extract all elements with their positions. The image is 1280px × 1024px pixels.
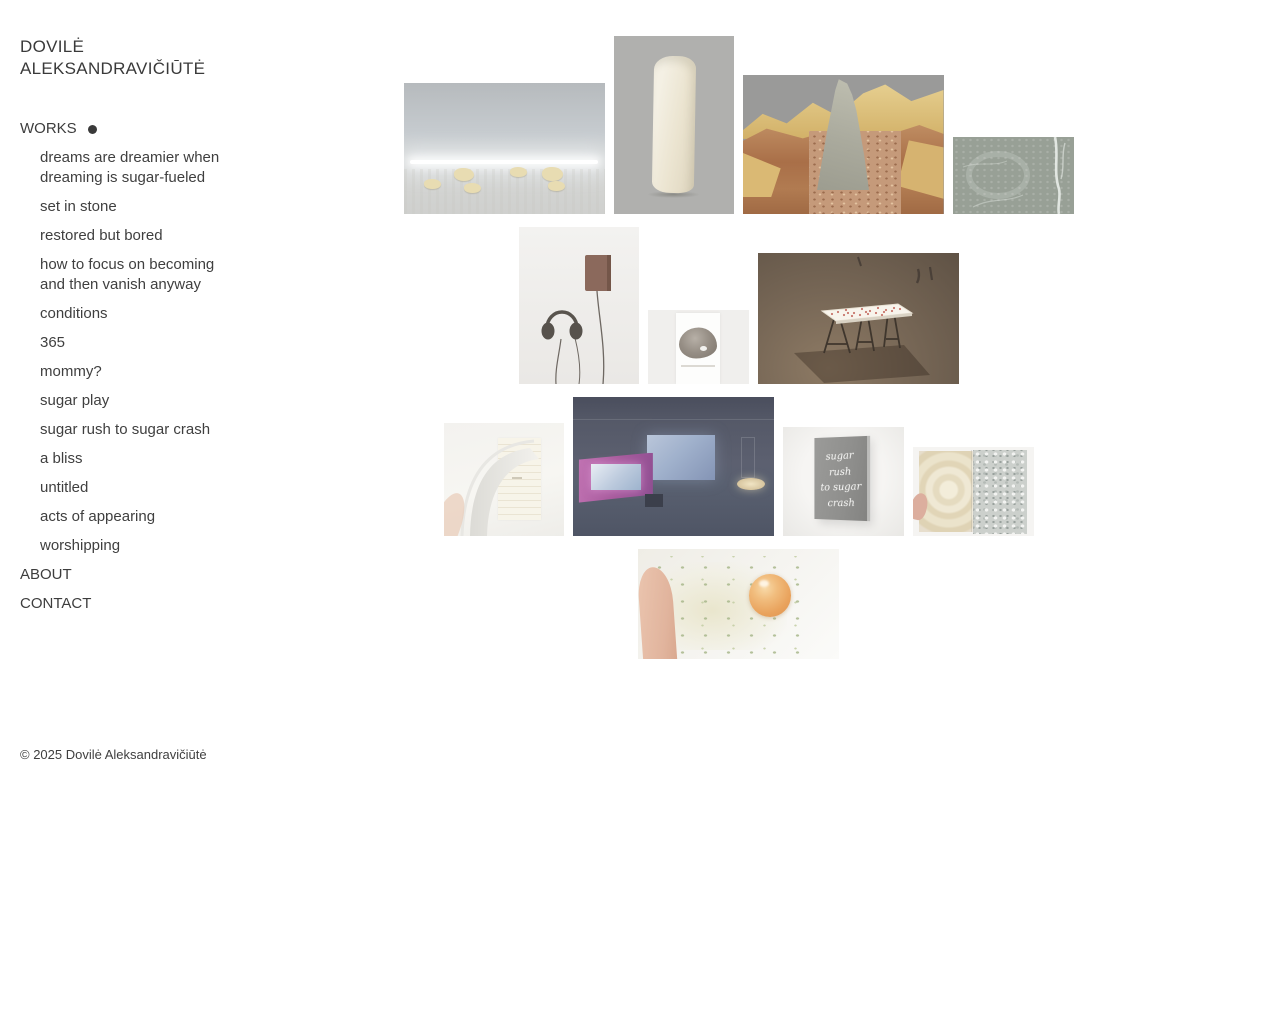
works-gallery bbox=[240, 0, 1237, 672]
caption-line bbox=[681, 365, 715, 367]
book-left-page-cream-swirl bbox=[919, 451, 973, 532]
artwork-thumbnail-sugar-rush-panel[interactable] bbox=[783, 427, 904, 536]
handwritten-panel-text: sugar rush to sugar crash bbox=[820, 449, 862, 508]
works-active-dot-icon bbox=[88, 125, 97, 134]
copyright-text: © 2025 Dovilė Aleksandravičiūtė bbox=[20, 747, 207, 762]
artwork-thumbnail-neon-light-installation[interactable] bbox=[404, 83, 605, 214]
nav-work-item-conditions[interactable]: conditions bbox=[40, 305, 108, 322]
nav-work-item-sugar-play[interactable]: sugar play bbox=[40, 392, 110, 409]
crumpled-object bbox=[510, 167, 527, 177]
projection-screen bbox=[647, 435, 715, 481]
nav-work-item-restored-but-bored[interactable]: restored but bored bbox=[40, 227, 163, 244]
glowing-floor-object bbox=[737, 478, 765, 491]
artwork-thumbnail-dark-exhibition-room[interactable] bbox=[573, 397, 774, 536]
sidebar bbox=[0, 0, 250, 623]
nav-works-label: WORKS bbox=[20, 120, 77, 137]
plaster-sculpture bbox=[651, 55, 695, 193]
book-right-page-collage bbox=[973, 450, 1027, 535]
main-nav bbox=[20, 119, 250, 614]
nav-work-item-a-bliss[interactable]: a bliss bbox=[40, 450, 83, 467]
nav-work-item-set-in-stone[interactable]: set in stone bbox=[40, 198, 117, 215]
floor-plinth bbox=[645, 494, 663, 507]
ceiling-line bbox=[573, 419, 774, 420]
crumpled-object bbox=[424, 179, 441, 189]
gallery-row-1 bbox=[240, 36, 1237, 214]
nav-work-item-how-to-focus[interactable]: how to focus on becoming and then vanish anyway bbox=[40, 256, 215, 293]
artwork-thumbnail-open-artist-book[interactable] bbox=[913, 447, 1034, 536]
artwork-thumbnail-volcanic-landscape-collage[interactable] bbox=[743, 75, 944, 214]
nav-work-item-mommy[interactable]: mommy? bbox=[40, 363, 102, 380]
nav-work-item-worshipping[interactable]: worshipping bbox=[40, 537, 121, 554]
nav-work-item-sugar-rush[interactable]: sugar rush to sugar crash bbox=[40, 421, 211, 438]
floor-texture bbox=[404, 169, 605, 214]
works-list bbox=[20, 148, 250, 556]
nav-work-item-365[interactable]: 365 bbox=[40, 334, 66, 351]
grey-stone bbox=[679, 327, 717, 358]
artwork-thumbnail-white-plaster-sculpture[interactable] bbox=[614, 36, 734, 214]
trestle-table-drawing bbox=[758, 253, 959, 384]
artwork-thumbnail-cracked-egg-closeup[interactable] bbox=[638, 549, 839, 659]
headphones-and-speaker-drawing bbox=[519, 227, 639, 384]
crumpled-object bbox=[454, 168, 474, 181]
gallery-row-4 bbox=[240, 549, 1237, 659]
yolk-highlight bbox=[759, 580, 769, 587]
crumpled-object bbox=[542, 167, 563, 181]
site-title-line1: DOVILĖ bbox=[20, 37, 85, 56]
site-title-line2: ALEKSANDRAVIČIŪTĖ bbox=[20, 59, 206, 78]
artwork-thumbnail-green-marble-texture[interactable] bbox=[953, 137, 1074, 214]
artwork-thumbnail-headphones-wall-installation[interactable] bbox=[519, 227, 639, 384]
artwork-thumbnail-stone-on-plinth[interactable] bbox=[648, 310, 749, 384]
crumpled-object bbox=[464, 183, 481, 193]
artwork-thumbnail-trestle-table-installation[interactable] bbox=[758, 253, 959, 384]
doorway bbox=[741, 437, 755, 477]
neon-tube bbox=[410, 160, 599, 164]
nav-work-item-acts-of-appearing[interactable]: acts of appearing bbox=[40, 508, 156, 525]
gallery-row-3 bbox=[240, 397, 1237, 536]
marble-veins bbox=[953, 137, 1074, 214]
site-title[interactable] bbox=[20, 36, 250, 80]
nav-about[interactable]: ABOUT bbox=[20, 566, 72, 583]
book-spine bbox=[971, 450, 974, 533]
footer bbox=[20, 747, 207, 762]
stone-highlight bbox=[700, 346, 707, 351]
video-monitor bbox=[591, 464, 641, 490]
gallery-row-2 bbox=[240, 227, 1237, 384]
nav-work-item-dreams[interactable]: dreams are dreamier when dreaming is sugar-fueled bbox=[40, 149, 220, 186]
grey-panel bbox=[814, 436, 867, 521]
nav-work-item-untitled[interactable]: untitled bbox=[40, 479, 89, 496]
nav-contact[interactable]: CONTACT bbox=[20, 595, 92, 612]
artwork-thumbnail-folded-booklet-page[interactable] bbox=[444, 423, 564, 536]
egg-yolk bbox=[749, 574, 791, 617]
nav-works[interactable] bbox=[20, 119, 250, 139]
